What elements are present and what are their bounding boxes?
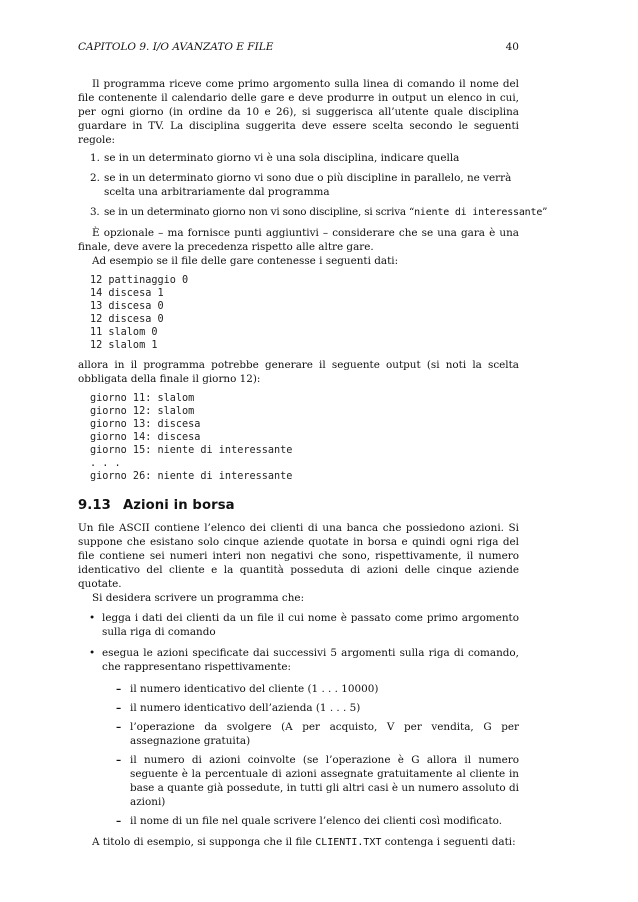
running-header — [78, 41, 519, 53]
example-paragraph: Ad esempio se il file delle gare contenesse i seguenti dati: — [92, 255, 399, 267]
section-title: Azioni in borsa — [122, 498, 235, 513]
section-paragraph-2: Si desidera scrivere un programma che: — [92, 592, 305, 604]
dash-icon: – — [116, 683, 122, 695]
bullet-list — [78, 611, 519, 828]
output-code-line: giorno 13: discesa — [90, 419, 201, 430]
bullet-icon: • — [89, 647, 96, 659]
rule-item: 3. se in un determinato giorno non vi sono discipline, si scriva “niente di interessante” — [90, 206, 548, 218]
bullet-item: • esegua le azioni specificate dai successivi 5 argomenti sulla riga di comando, che rappresentano rispettivamente: – il numero identicativo del cliente (1 . . . 10000) – il numero identicativo dell’azienda (1 . . . 5) – l’operazione da svolgere (A per acquisto, V per vendita, G per assegnazione gratuita) – il numero di azioni coinvolte (se l’operazione è G allora il numero seguente è la percentuale di azioni assegnate gratuitamente al cliente in base a quante già possedute, in tutti gli altri casi è un numero assoluto di azioni) – il nome di un file nel quale scrivere l’elenco dei clienti così modificato. — [89, 647, 519, 827]
rules-list — [78, 151, 548, 220]
section-number: 9.13 — [78, 498, 111, 513]
section-heading — [78, 499, 519, 513]
dash-icon: – — [116, 721, 122, 733]
rule-item: 1. se in un determinato giorno vi è una sola disciplina, indicare quella — [90, 152, 460, 164]
sub-item: – il numero identicativo dell’azienda (1 . . . 5) — [116, 702, 361, 714]
dash-icon: – — [116, 702, 122, 714]
optional-paragraph: È opzionale – ma fornisce punti aggiuntivi – considerare che se una gara è una finale, deve avere la precedenza rispetto alle altre gare. — [78, 227, 519, 253]
section-paragraph: Un file ASCII contiene l’elenco dei clienti di una banca che possiedono azioni. Si suppone che esistano solo cinque aziende quotate in borsa e quindi ogni riga del file contiene sei numeri interi non negativi che sono, rispettivamente, il numero identicativo del cliente e la quantità posseduta di azioni delle cinque aziende quotate. — [78, 522, 519, 590]
input-code-line: 12 slalom 1 — [90, 340, 158, 351]
dash-icon: – — [116, 815, 122, 827]
closing-paragraph: A titolo di esempio, si supponga che il file CLIENTI.TXT contenga i seguenti dati: — [92, 836, 516, 848]
rule-item: 2. se in un determinato giorno vi sono due o più discipline in parallelo, ne verrà scelta una arbitrariamente dal programma — [90, 172, 512, 198]
inline-code: CLIENTI.TXT — [315, 837, 382, 848]
output-code-block — [90, 392, 519, 483]
output-code-line: giorno 11: slalom — [90, 393, 195, 404]
input-code-line: 13 discesa 0 — [90, 301, 164, 312]
intro-paragraph: Il programma riceve come primo argomento sulla linea di comando il nome del file contenente il calendario delle gare e deve produrre in output un elenco in cui, per ogni giorno (in ordine da 10 e 26), si suggerisca all’utente quale disciplina guardare in TV. La disciplina suggerita deve essere scelta secondo le seguenti regole: — [78, 78, 519, 146]
sub-item: – il nome di un file nel quale scrivere l’elenco dei clienti così modificato. — [116, 815, 502, 827]
sub-item: – il numero di azioni coinvolte (se l’operazione è G allora il numero seguente è la percentuale di azioni assegnate gratuitamente al cliente in base a quante già possedute, in tutti gli altri casi è un numero assoluto di azioni) — [116, 754, 519, 808]
sub-item: – il numero identicativo del cliente (1 . . . 10000) — [116, 683, 379, 695]
input-code-block — [90, 274, 519, 352]
page-body — [78, 77, 548, 850]
output-paragraph: allora in il programma potrebbe generare il seguente output (si noti la scelta obbligata della finale il giorno 12): — [78, 359, 519, 385]
page-number: 40 — [505, 41, 519, 53]
sub-list — [102, 682, 519, 828]
output-code-line: giorno 12: slalom — [90, 406, 195, 417]
inline-code: niente di interessante — [414, 207, 543, 218]
output-code-line: . . . — [90, 458, 121, 469]
dash-icon: – — [116, 754, 122, 766]
input-code-line: 12 discesa 0 — [90, 314, 164, 325]
input-code-line: 11 slalom 0 — [90, 327, 158, 338]
output-code-line: giorno 15: niente di interessante — [90, 445, 293, 456]
output-code-line: giorno 14: discesa — [90, 432, 201, 443]
sub-item: – l’operazione da svolgere (A per acquisto, V per vendita, G per assegnazione gratuita) — [116, 721, 519, 747]
output-code-line: giorno 26: niente di interessante — [90, 471, 293, 482]
bullet-icon: • — [89, 612, 96, 624]
chapter-title: CAPITOLO 9. I/O AVANZATO E FILE — [78, 41, 274, 53]
bullet-item: • legga i dati dei clienti da un file il cui nome è passato come primo argomento sulla riga di comando — [89, 612, 519, 638]
input-code-line: 12 pattinaggio 0 — [90, 275, 189, 286]
input-code-line: 14 discesa 1 — [90, 288, 164, 299]
